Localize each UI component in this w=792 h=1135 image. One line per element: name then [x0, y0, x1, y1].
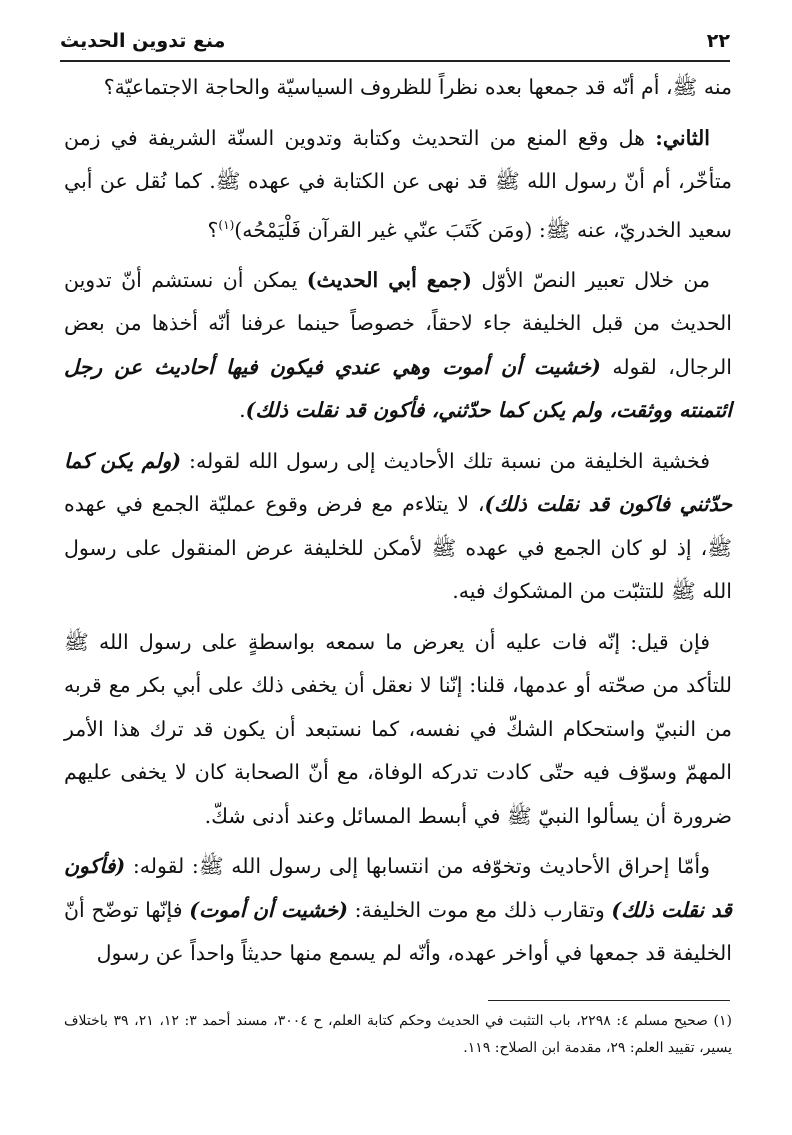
paragraph-p6 — [64, 845, 732, 976]
text-segment: الثاني: — [655, 125, 710, 150]
footnote-ref[interactable]: (١) — [218, 217, 235, 232]
paragraph-p1 — [64, 66, 732, 110]
text-segment: ، لا يتلاءم مع فرض وقوع عمليّة الجمع في عهده ﷺ، إذ لو كان الجمع في عهده ﷺ لأمكن للخليفة عرض المنقول على رسول الله ﷺ للتثبّت من المشكوك فيه. — [64, 492, 732, 604]
text-segment: فإن قيل: إنّه فات عليه أن يعرض ما سمعه بواسطةٍ على رسول الله ﷺ للتأكد من صحّته أو عدمها، قلنا: إنّنا لا نعقل أن يخفى ذلك على أبي بكر مع قربه من النبيّ واستحكام الشكّ في نفسه، كما نستبعد أن يكون قد ترك هذا الأمر المهمّ وسوّف فيه حتّى كادت تدركه الوفاة، مع أنّ الصحابة كان لا يخفى عليهم ضرورة أن يسألوا النبيّ ﷺ في أبسط المسائل وعند أدنى شكّ. — [64, 629, 732, 828]
text-segment: وتقارب ذلك مع موت الخليفة: — [347, 897, 612, 922]
footnote-1: (١) صحيح مسلم ٤: ٢٢٩٨، باب التثبت في الحديث وحكم كتابة العلم، ح ٣٠٠٤، مسند أحمد ٣: ١٢، ٢١، ٣٩ باختلاف يسير، تقييد العلم: ٢٩، مقدمة ابن الصلاح: ١١٩. — [64, 1013, 733, 1056]
paragraph-p3 — [64, 259, 732, 433]
text-segment: (ولم يكن كما حدّثني فاكون قد نقلت ذلك) — [64, 448, 732, 517]
footnote-separator — [488, 1000, 730, 1001]
text-segment: (خشيت أن أموت) — [189, 897, 348, 922]
body-text — [64, 66, 732, 983]
text-segment: (فأكون قد نقلت ذلك) — [64, 854, 732, 922]
text-segment: . — [239, 398, 246, 423]
page-header — [60, 28, 730, 58]
paragraph-p5 — [64, 621, 732, 839]
running-title: منع تدوين الحديث — [60, 30, 226, 52]
text-segment: (خشيت أن أموت وهي عندي فيكون فيها أحاديث عن رجل ائتمنته ووثقت، ولم يكن كما حدّثني، فأكون قد نقلت ذلك) — [64, 354, 732, 423]
header-rule — [60, 60, 730, 62]
paragraph-p2 — [64, 117, 732, 252]
text-segment: منه ﷺ، أم أنّه قد جمعها بعده نظراً للظروف السياسيّة والحاجة الاجتماعيّة؟ — [103, 75, 732, 99]
text-segment: يمكن أن نستشم أنّ تدوين الحديث من قبل الخليفة جاء لاحقاً، خصوصاً حينما عرفنا أنّه أخذها من بعض الرجال، لقوله — [64, 267, 732, 379]
text-segment: فإنّها توضّح أنّ الخليفة قد جمعها في أواخر عهده، وأنّه لم يسمع منها حديثاً واحداً عن رسول — [64, 897, 732, 966]
text-segment: هل وقع المنع من التحديث وكتابة وتدوين السنّة الشريفة في زمن متأخّر، أم أنّ رسول الله ﷺ قد نهى عن الكتابة في عهده ﷺ. كما نُقل عن أبي سعيد الخدريّ، عنه ﷺ: (ومَن كَتَبَ عنّي غير القرآن فَلْيَمْحُه) — [64, 125, 732, 242]
text-segment: وأمّا إحراق الأحاديث وتخوّفه من انتسابها إلى رسول الله ﷺ: لقوله: — [125, 854, 710, 879]
paragraph-p4 — [64, 440, 732, 614]
text-segment: فخشية الخليفة من نسبة تلك الأحاديث إلى رسول الله لقوله: — [181, 448, 710, 473]
text-segment: ؟ — [207, 217, 219, 242]
text-segment: (جمع أبي الحديث) — [306, 267, 472, 292]
page-number: ٢٢ — [706, 30, 730, 52]
text-segment: من خلال تعبير النصّ الأوّل — [471, 267, 711, 292]
footnotes — [64, 1008, 732, 1062]
